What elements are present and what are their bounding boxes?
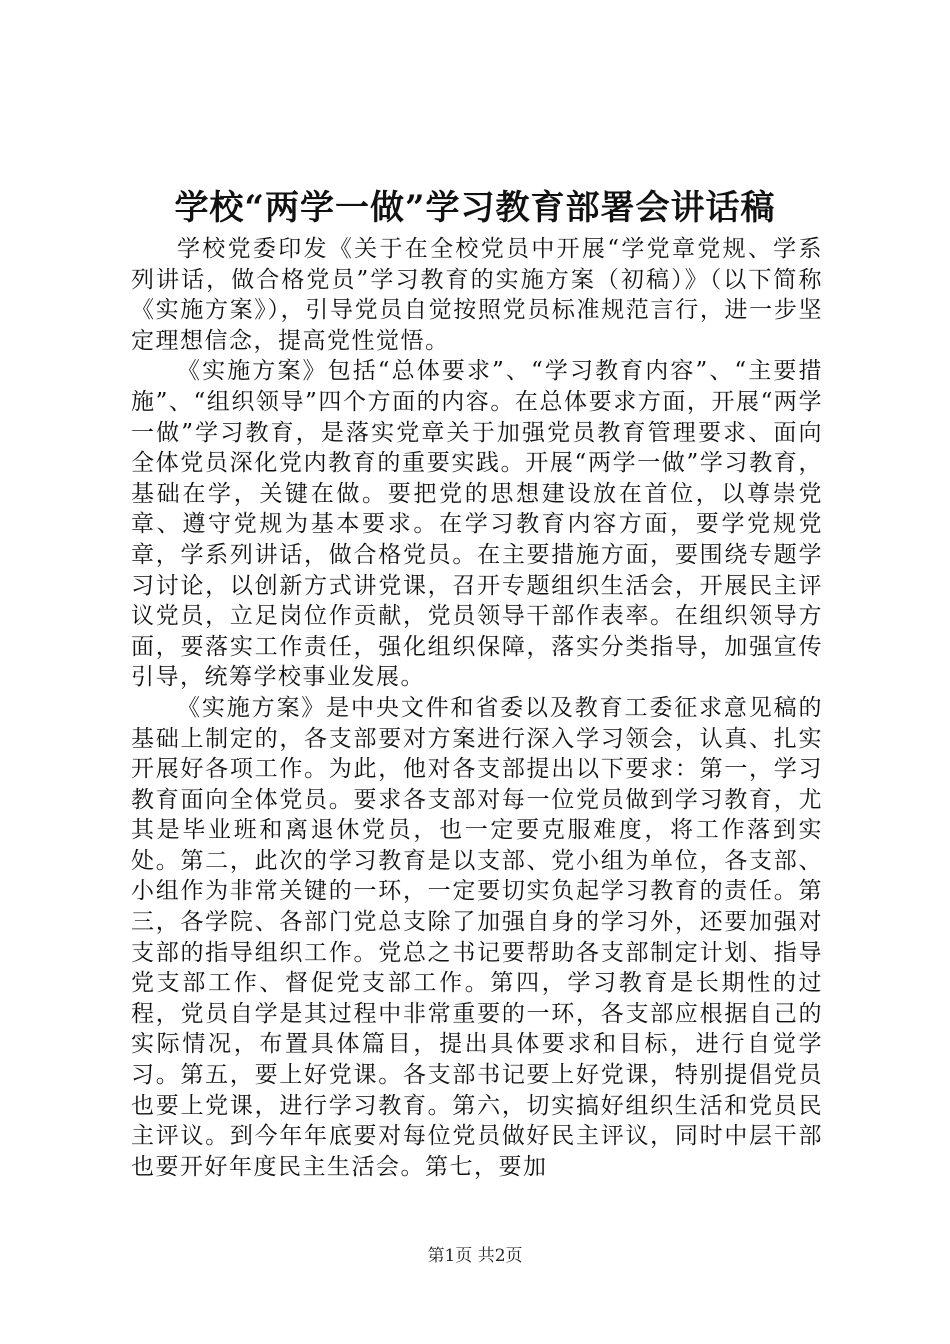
- page-number-footer: 第1页 共2页: [427, 1246, 523, 1266]
- document-body: [131, 234, 823, 1182]
- paragraph-1: 学校党委印发《关于在全校党员中开展“学党章党规、学系列讲话，做合格党员”学习教育的实施方案（初稿）》（以下简称《实施方案》），引导党员自觉按照党员标准规范言行，进一步坚定理想信念，提高党性觉悟。: [131, 236, 823, 354]
- paragraph-3: 《实施方案》是中央文件和省委以及教育工委征求意见稿的基础上制定的，各支部要对方案进行深入学习领会，认真、扎实开展好各项工作。为此，他对各支部提出以下要求：第一，学习教育面向全体党员。要求各支部对每一位党员做到学习教育，尤其是毕业班和离退休党员，也一定要克服难度，将工作落到实处。第二，此次的学习教育是以支部、党小组为单位，各支部、小组作为非常关键的一环，一定要切实负起学习教育的责任。第三，各学院、各部门党总支除了加强自身的学习外，还要加强对支部的指导组织工作。党总之书记要帮助各支部制定计划、指导党支部工作、督促党支部工作。第四，学习教育是长期性的过程，党员自学是其过程中非常重要的一环，各支部应根据自己的实际情况，布置具体篇目，提出具体要求和目标，进行自觉学习。第五，要上好党课。各支部书记要上好党课，特别提倡党员也要上党课，进行学习教育。第六，切实搞好组织生活和党员民主评议。到今年年底要对每位党员做好民主评议，同时中层干部也要开好年度民主生活会。第七，要加: [131, 694, 823, 1180]
- document-title: 学校“两学一做”学习教育部署会讲话稿: [174, 188, 776, 228]
- paragraph-2: 《实施方案》包括“总体要求”、“学习教育内容”、“主要措施”、“组织领导”四个方面的内容。在总体要求方面，开展“两学一做”学习教育，是落实党章关于加强党员教育管理要求、面向全体党员深化党内教育的重要实践。开展“两学一做”学习教育，基础在学，关键在做。要把党的思想建设放在首位，以尊崇党章、遵守党规为基本要求。在学习教育内容方面，要学党规党章，学系列讲话，做合格党员。在主要措施方面，要围绕专题学习讨论，以创新方式讲党课，召开专题组织生活会，开展民主评议党员，立足岗位作贡献，党员领导干部作表率。在组织领导方面，要落实工作责任，强化组织保障，落实分类指导，加强宣传引导，统筹学校事业发展。: [131, 358, 823, 691]
